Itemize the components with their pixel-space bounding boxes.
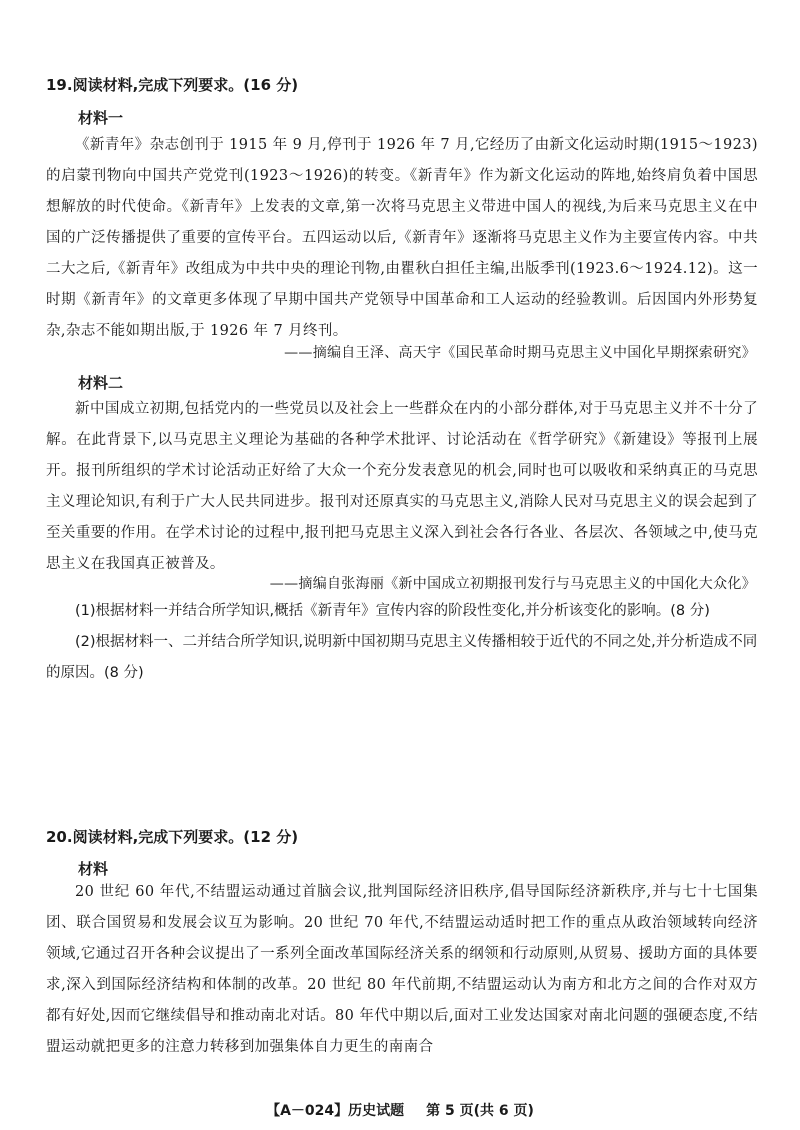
material-2-label: 材料二: [78, 374, 124, 392]
question-19-sub-1: (1)根据材料一并结合所学知识,概括《新青年》宣传内容的阶段性变化,并分析该变化的影响。(8 分): [75, 603, 710, 619]
material-2-text: 新中国成立初期,包括党内的一些党员以及社会上一些群众在内的小部分群体,对于马克思主义并不十分了解。在此背景下,以马克思主义理论为基础的各种学术批评、讨论活动在《哲学研究》《新建设》等报刊上展开。报刊所组织的学术讨论活动正好给了大众一个充分发表意见的机会,同时也可以吸收和采纳真正的马克思主义理论知识,有利于广大人民共同进步。报刊对还原真实的马克思主义,消除人民对马克思主义的误会起到了至关重要的作用。在学术讨论的过程中,报刊把马克思主义深入到社会各行各业、各层次、各领域之中,使马克思主义在我国真正被普及。: [46, 401, 758, 572]
question-19-title: 19.阅读材料,完成下列要求。(16 分): [46, 76, 299, 94]
question-20-title: 20.阅读材料,完成下列要求。(12 分): [46, 828, 299, 846]
material-1-label: 材料一: [78, 109, 124, 127]
material-text: 20 世纪 60 年代,不结盟运动通过首脑会议,批判国际经济旧秩序,倡导国际经济新秩序,并与七十七国集团、联合国贸易和发展会议互为影响。20 世纪 70 年代,不结盟运动适时把工作的重点从政治领域转向经济领域,它通过召开各种会议提出了一系列全面改革国际经济关系的纲领和行动原则,从贸易、援助方面的具体要求,深入到国际经济结构和体制的改革。20 世纪 80 年代前期,不结盟运动认为南方和北方之间的合作对双方都有好处,因而它继续倡导和推动南北对话。80 年代中期以后,面对工业发达国家对南北问题的强硬态度,不结盟运动就把更多的注意力转移到加强集体自力更生的南南合: [46, 884, 758, 1055]
material-2-source: ——摘编自张海丽《新中国成立初期报刊发行与马克思主义的中国化大众化》: [269, 576, 756, 592]
material-1-source: ——摘编自王泽、高天宇《国民革命时期马克思主义中国化早期探索研究》: [284, 345, 756, 361]
page-number: 第 5 页(共 6 页): [426, 1103, 534, 1119]
question-19-sub-2: (2)根据材料一、二并结合所学知识,说明新中国初期马克思主义传播相较于近代的不同之处,并分析造成不同的原因。(8 分): [46, 634, 758, 681]
exam-code: 【A－024】历史试题: [266, 1103, 405, 1119]
material-1-text: 《新青年》杂志创刊于 1915 年 9 月,停刊于 1926 年 7 月,它经历了由新文化运动时期(1915～1923)的启蒙刊物向中国共产党党刊(1923～1926)的转变。《新青年》作为新文化运动的阵地,始终肩负着中国思想解放的时代使命。《新青年》上发表的文章,第一次将马克思主义带进中国人的视线,为后来马克思主义在中国的广泛传播提供了重要的宣传平台。五四运动以后,《新青年》逐渐将马克思主义作为主要宣传内容。中共二大之后,《新青年》改组成为中共中央的理论刊物,由瞿秋白担任主编,出版季刊(1923.6～1924.12)。这一时期《新青年》的文章更多体现了早期中国共产党领导中国革命和工人运动的经验教训。后因国内外形势复杂,杂志不能如期出版,于 1926 年 7 月终刊。: [46, 137, 758, 339]
page-footer: [0, 1100, 800, 1120]
material-label: 材料: [78, 860, 109, 878]
